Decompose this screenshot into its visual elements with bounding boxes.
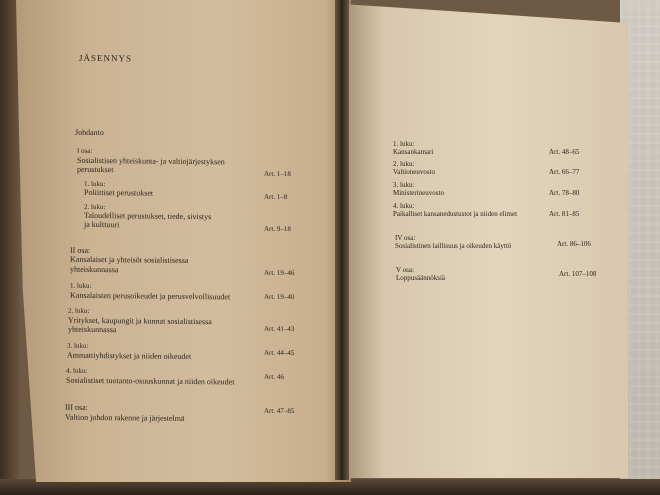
part1-title-line2: perustukset [77,164,114,175]
book-spine [335,0,349,480]
r-ch2-heading: 2. luku: [393,160,415,168]
part1-title-line1: Sosialistisen yhteiskunta- ja valtiojärjestyksen [77,155,225,167]
r-part4-heading: IV osa: [395,234,416,242]
r-ch3-article-range: Art. 78–80 [549,189,580,197]
ch2-3-article-range: Art. 44–45 [264,348,295,358]
ch2-1-heading: 1. luku: [70,281,92,290]
r-ch2-title: Valtioneuvosto [393,168,435,176]
part2-article-range: Art. 19–46 [264,268,295,278]
page-title: JÄSENNYS [79,52,133,64]
background-left [0,0,20,495]
ch2-2-title-line1: Yritykset, kaupungit ja kunnat sosialistisessa [68,315,212,327]
part2-heading: II osa: [70,245,91,255]
intro-heading: Johdanto [75,127,104,138]
r-ch2-article-range: Art. 66–77 [549,168,580,176]
ch2-2-heading: 2. luku: [68,306,90,315]
r-ch1-heading: 1. luku: [393,140,415,148]
ch2-1-title: Kansalaisten perusoikeudet ja perusvelvollisuudet [70,290,231,302]
r-ch4-title: Paikalliset kansanedustustot ja niiden elimet [393,210,518,218]
part2-title-line2: yhteiskunnassa [70,264,119,275]
r-ch3-title: Ministerineuvosto [393,189,444,197]
r-ch4-heading: 4. luku: [393,202,415,210]
r-part5-article-range: Art. 107–108 [559,270,597,278]
ch1-article-range: Art. 1–8 [264,192,288,202]
r-part4-article-range: Art. 86–106 [557,240,591,248]
part3-article-range: Art. 47–85 [264,406,295,416]
r-part5-heading: V osa: [396,266,414,274]
ch2-4-heading: 4. luku: [66,366,88,375]
part3-title: Valtion johdon rakenne ja järjestelmä [65,412,185,423]
ch2-article-range: Art. 9–18 [264,224,291,234]
ch2-heading: 2. luku: [84,202,106,212]
part1-article-range: Art. 1–18 [264,169,291,179]
ch2-2-title-line2: yhteiskunnassa [68,324,117,335]
r-ch4-article-range: Art. 81–85 [549,210,580,218]
ch2-3-heading: 3. luku: [67,341,89,350]
ch2-1-article-range: Art. 19–40 [264,292,295,302]
ch2-title-line2: ja kulttuuri [84,219,120,230]
r-part5-title: Loppusäännöksiä [396,274,445,282]
part1-heading: I osa: [77,146,93,155]
r-ch1-title: Kansankamari [393,148,434,156]
ch2-4-title: Sosialistiset tuotanto-osuuskunnat ja niiden oikeudet [66,375,235,387]
ch1-heading: 1. luku: [84,179,106,189]
r-ch3-heading: 3. luku: [393,181,415,189]
r-part4-title: Sosialistinen laillisuus ja oikeuden käyttö [395,242,512,250]
ch2-title-line1: Taloudelliset perustukset, tiede, sivistys [84,210,212,222]
part2-title-line1: Kansalaiset ja yhteisöt sosialistisessa [70,254,189,265]
ch2-2-article-range: Art. 41–43 [264,324,295,334]
part3-heading: III osa: [65,402,88,412]
r-ch1-article-range: Art. 48–65 [549,148,580,156]
ch2-4-article-range: Art. 46 [264,372,284,381]
ch1-title: Poliittiset perustukset [84,187,154,198]
ch2-3-title: Ammattiyhdistykset ja niiden oikeudet [67,350,192,362]
